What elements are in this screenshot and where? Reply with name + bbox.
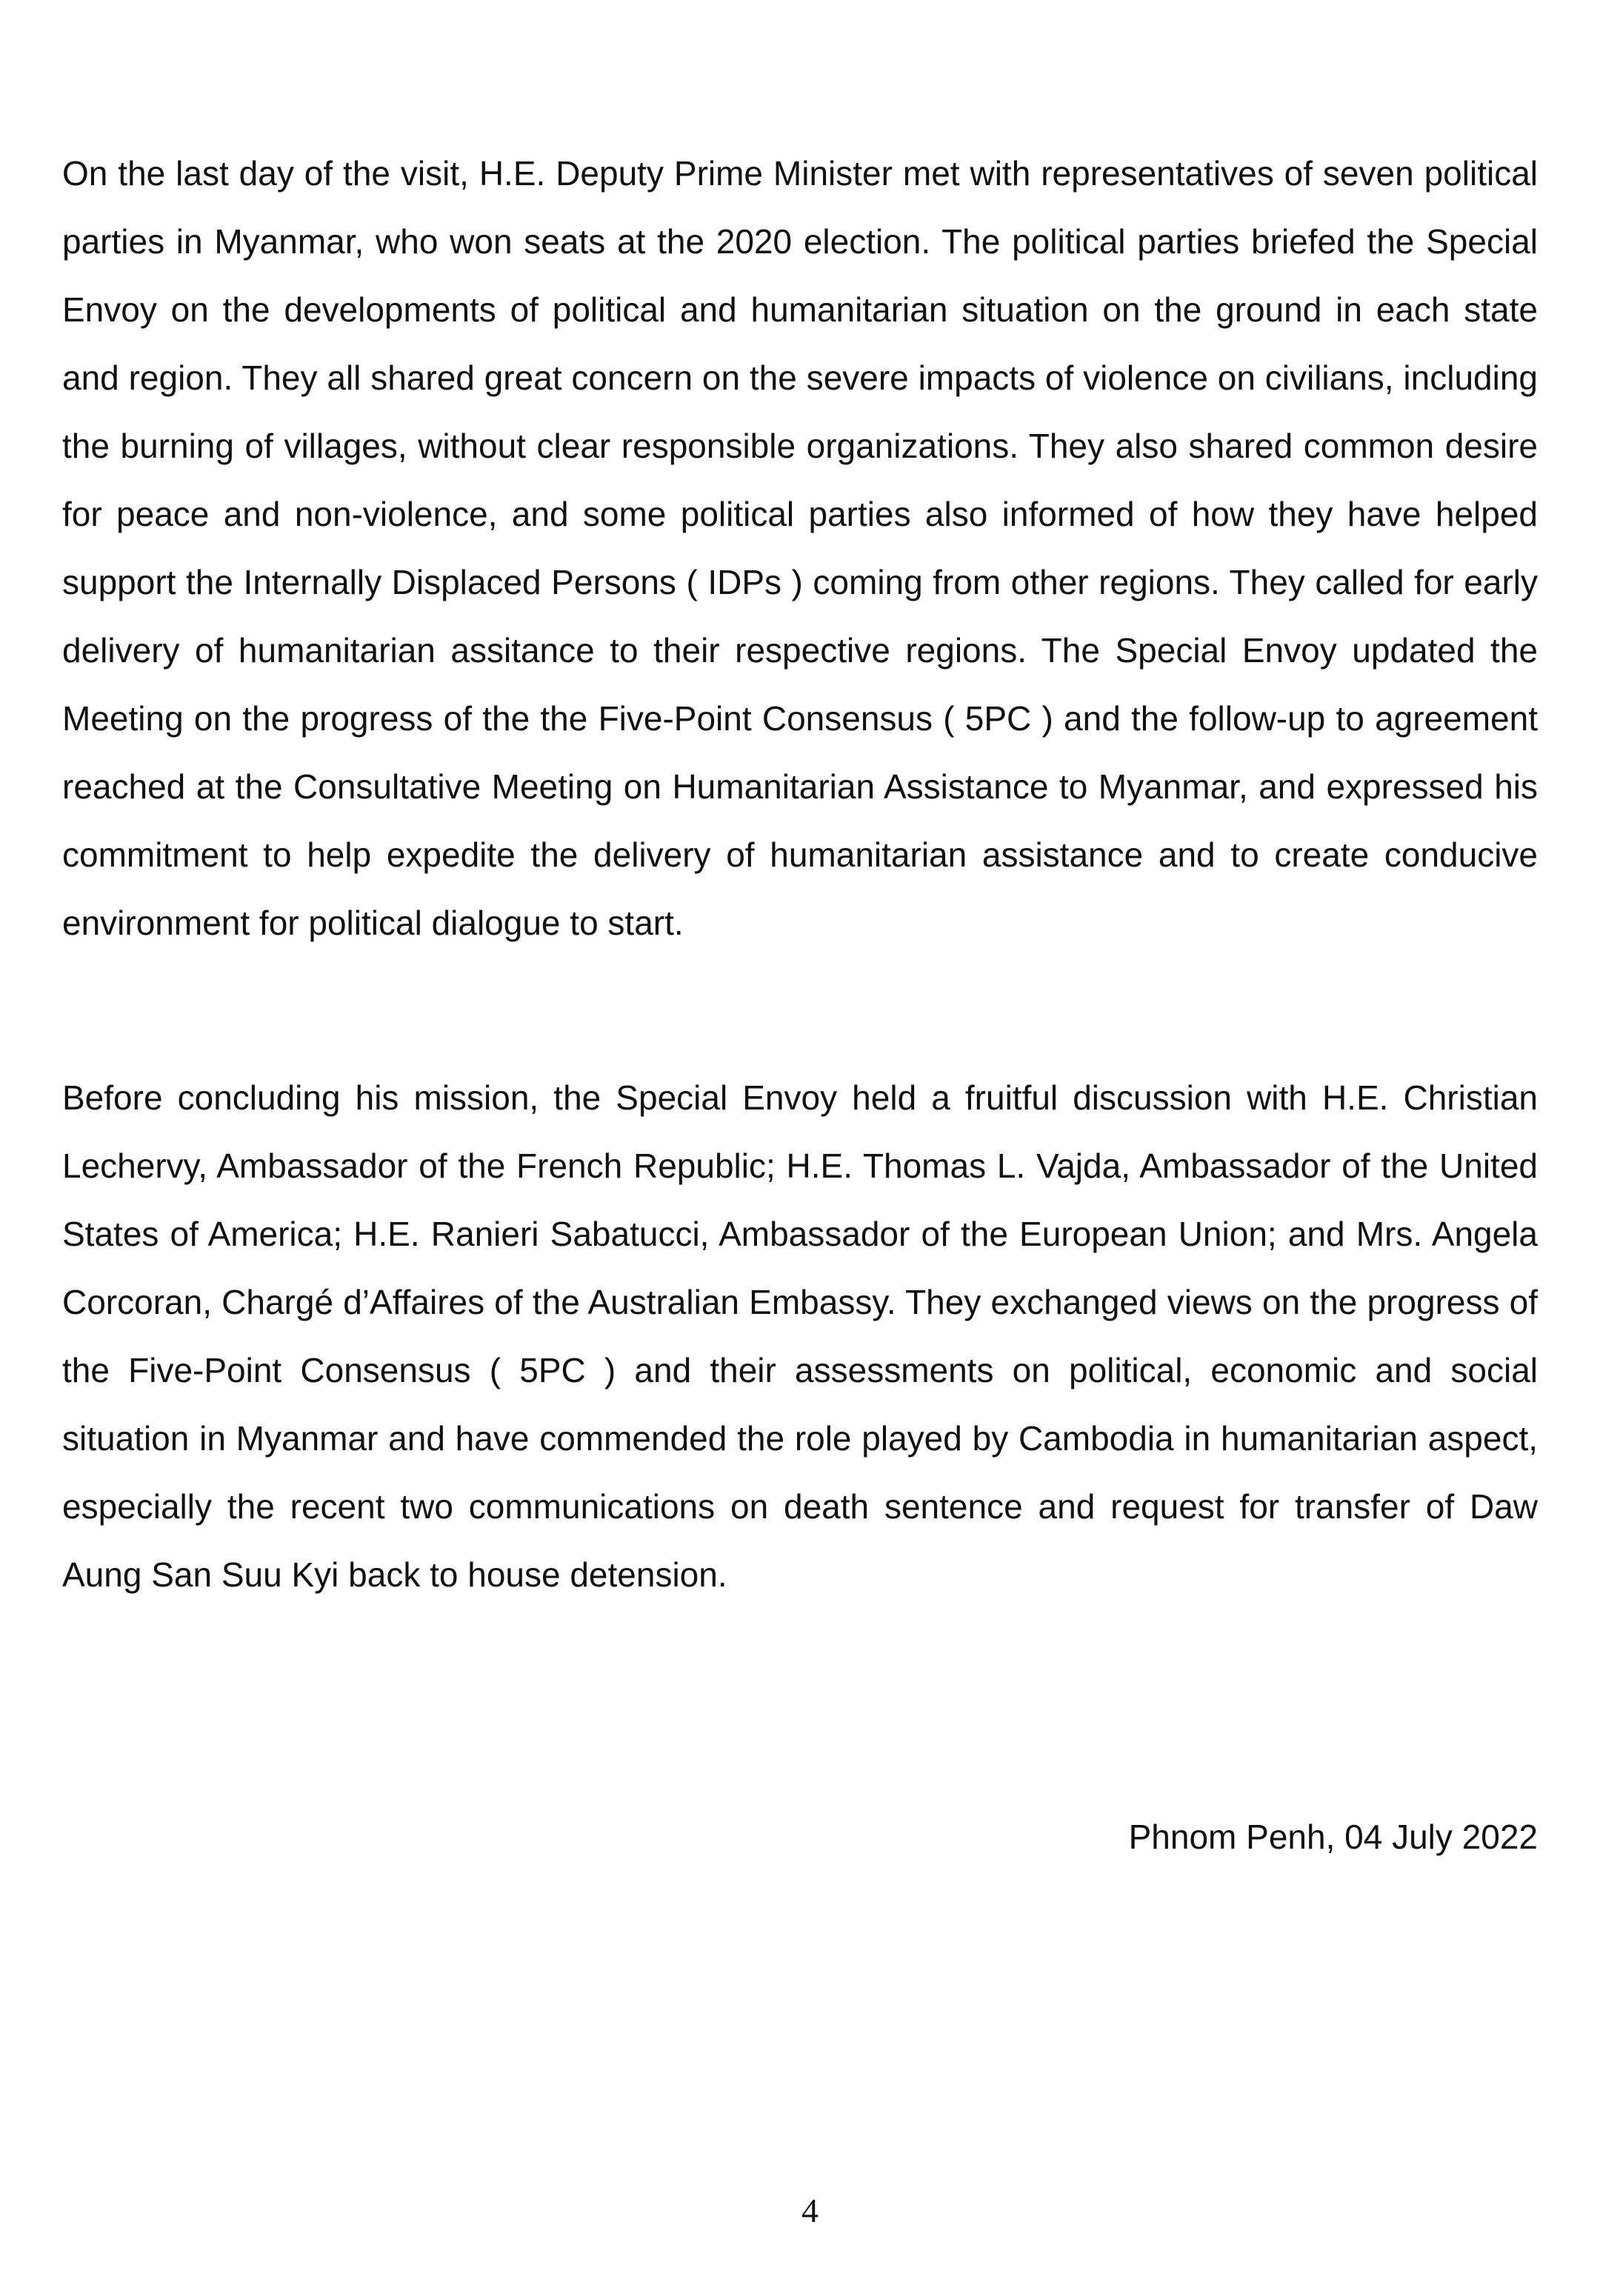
page-number: 4 <box>801 2192 819 2229</box>
body-paragraph-2: Before concluding his mission, the Special Envoy held a fruitful discussion with H.E. Christian Lechervy, Ambassador of the French Republic; H.E. Thomas L. Vajda, Ambassador of the United States of America; H.E. Ranieri Sabatucci, Ambassador of the European Union; and Mrs. Angela Corcoran, Chargé d’Affaires of the Australian Embassy. They exchanged views on the progress of the Five-Point Consensus ( 5PC ) and their assessments on political, economic and social situation in Myanmar and have commended the role played by Cambodia in humanitarian aspect, especially the recent two communications on death sentence and request for transfer of Daw Aung San Suu Kyi back to house detension. <box>62 1078 1538 1594</box>
body-paragraph-1: On the last day of the visit, H.E. Deputy Prime Minister met with representatives of seven political parties in Myanmar, who won seats at the 2020 election. The political parties briefed the Special Envoy on the developments of political and humanitarian situation on the ground in each state and region. They all shared great concern on the severe impacts of violence on civilians, including the burning of villages, without clear responsible organizations. They also shared common desire for peace and non-violence, and some political parties also informed of how they have helped support the Internally Displaced Persons ( IDPs ) coming from other regions. They called for early delivery of humanitarian assitance to their respective regions. The Special Envoy updated the Meeting on the progress of the the Five-Point Consensus ( 5PC ) and the follow-up to agreement reached at the Consultative Meeting on Humanitarian Assistance to Myanmar, and expressed his commitment to help expedite the delivery of humanitarian assistance and to create conducive environment for political dialogue to start. <box>62 154 1538 942</box>
place-and-date: Phnom Penh, 04 July 2022 <box>1128 1818 1538 1856</box>
